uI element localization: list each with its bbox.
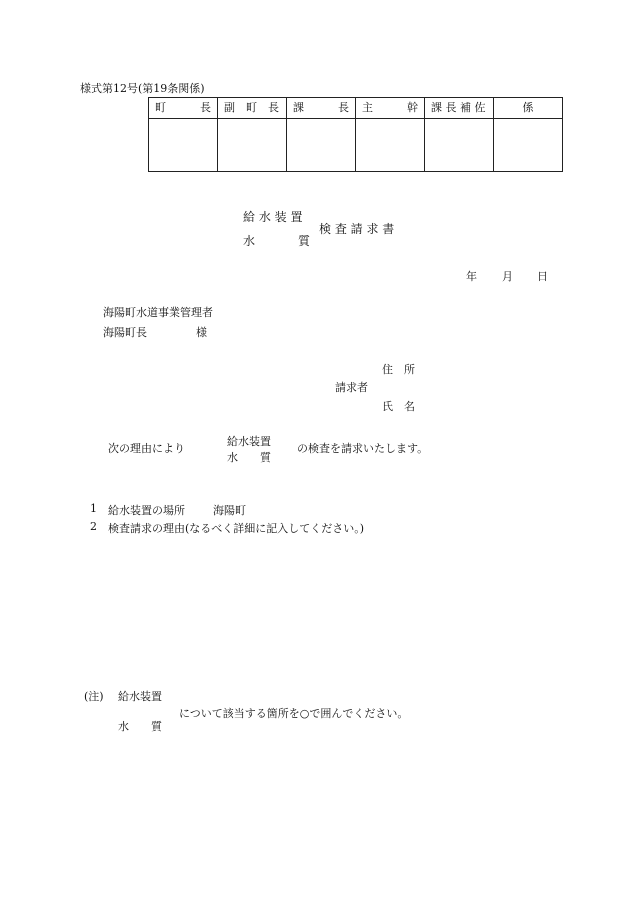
stamp-box[interactable] [218,119,287,172]
approval-stamp-row [149,119,563,172]
item-1-label: 給水装置の場所 [108,504,185,517]
note-label: (注) [84,690,104,703]
stamp-box[interactable] [494,119,563,172]
statement-prefix: 次の理由により [108,442,185,455]
approval-header-deputy-mayor: 副 町 長 [218,98,287,119]
approval-table [148,97,563,172]
stamp-box[interactable] [425,119,494,172]
addressee-line-2: 海陽町長 [103,326,147,339]
approval-header-row [149,98,563,119]
approval-header-supervisor: 主 幹 [356,98,425,119]
note-option-water-supply: 給水装置 [118,690,162,703]
note-option-water-quality: 水 質 [118,720,162,733]
item-2-number: 2 [90,520,97,533]
requester-label: 請求者 [335,381,368,394]
stamp-box[interactable] [149,119,218,172]
date-month-label: 月 [502,270,513,283]
statement-suffix: の検査を請求いたします。 [297,442,429,455]
note-text: について該当する箇所を○で囲んでください。 [179,707,409,720]
addressee-honorific: 様 [196,326,207,339]
approval-header-staff: 係 [494,98,563,119]
form-number: 様式第12号(第19条関係) [80,82,205,95]
requester-address-label: 住 所 [382,363,415,376]
stamp-box[interactable] [287,119,356,172]
approval-header-section-chief: 課 長 [287,98,356,119]
item-1-value: 海陽町 [213,504,246,517]
item-1-number: 1 [90,502,97,515]
approval-header-assistant-chief: 課 長 補 佐 [425,98,494,119]
date-day-label: 日 [537,270,548,283]
title-option-water-supply: 給 水 装 置 [243,210,303,224]
title-option-water-quality-a: 水 [243,234,256,248]
requester-name-label: 氏 名 [382,400,415,413]
page-title: 検 査 請 求 書 [319,222,395,236]
addressee-line-1: 海陽町水道事業管理者 [103,306,213,319]
statement-option-water-supply: 給水装置 [227,435,271,448]
approval-header-mayor: 町 長 [149,98,218,119]
statement-option-water-quality: 水 質 [227,451,271,464]
stamp-box[interactable] [356,119,425,172]
date-year-label: 年 [466,270,477,283]
item-2-label: 検査請求の理由(なるべく詳細に記入してください。) [108,522,365,535]
title-option-water-quality-b: 質 [298,234,311,248]
